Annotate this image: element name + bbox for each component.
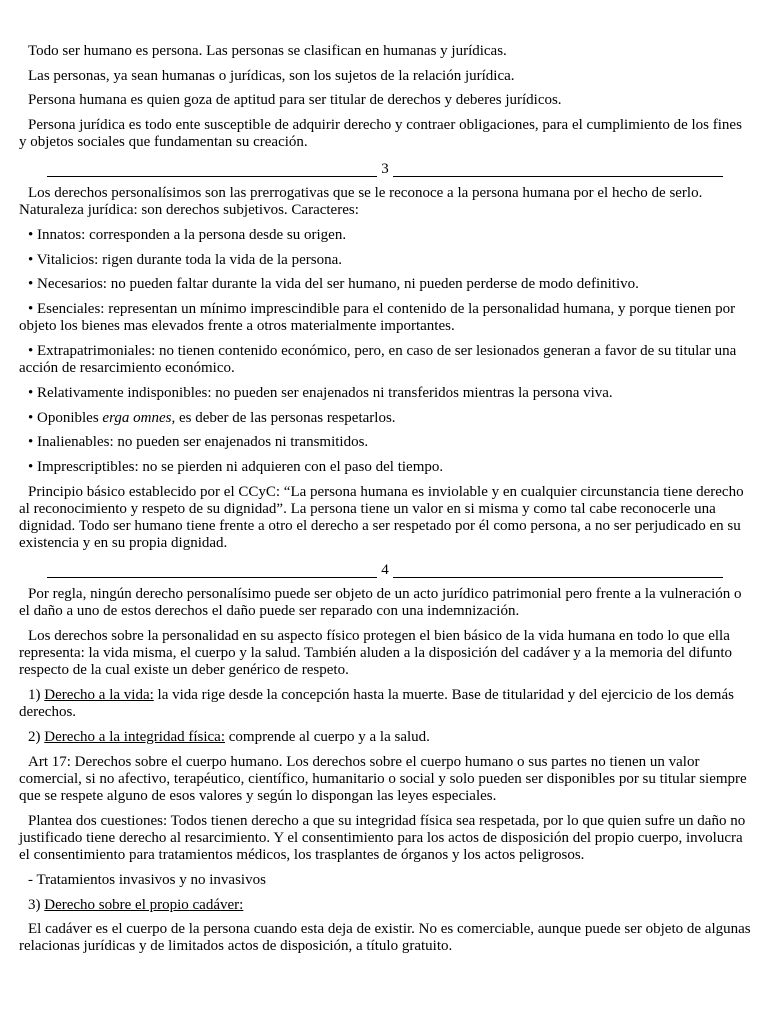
- list-item: • Innatos: corresponden a la persona desde su origen.: [28, 226, 347, 243]
- paragraph: Persona jurídica es todo ente susceptible de adquirir derecho y contraer obligaciones, para el cumplimiento de los fines y objetos sociales que fundamentan su creación.: [19, 117, 742, 151]
- page-separator: [19, 159, 751, 177]
- document-page: [19, 43, 751, 963]
- italic-term: erga omnes: [102, 409, 172, 426]
- item-text: comprende al cuerpo y a la salud.: [225, 728, 430, 745]
- list-item: [19, 410, 751, 427]
- paragraph: Por regla, ningún derecho personalísimo puede ser objeto de un acto jurídico patrimonial pero frente a la vulneración o el daño a uno de estos derechos el daño puede ser reparado con una indemnización.: [19, 585, 742, 620]
- paragraph: Plantea dos cuestiones: Todos tienen derecho a que su integridad física sea respetada, por lo que quien sufre un daño no justificado tiene derecho al resarcimiento. Y el consentimiento para los actos de disposición del propio cuerpo, involucra el consentimiento para tratamientos médicos, los trasplantes de órganos y los actos peligrosos.: [19, 812, 746, 864]
- list-item: • Extrapatrimoniales: no tienen contenido económico, pero, en caso de ser lesionados generan a favor de su titular una acción de resarcimiento económico.: [19, 342, 737, 377]
- paragraph: Los derechos sobre la personalidad en su aspecto físico protegen el bien básico de la vida humana en todo lo que ella representa: la vida misma, el cuerpo y la salud. También aluden a la disposición del cadáver y a la memoria del difunto respecto de la cual existe un deber genérico de respeto.: [19, 627, 733, 679]
- item-number: 1): [28, 686, 45, 703]
- page-number: 4: [381, 561, 389, 578]
- separator-rule: [393, 164, 723, 177]
- paragraph: Art 17: Derechos sobre el cuerpo humano. Los derechos sobre el cuerpo humano o sus partes no tienen un valor comercial, si no afectivo, terapéutico, científico, humanitario o social y solo pueden ser disponibles por su titular siempre que se respete alguno de esos valores y según lo dispongan las leyes especiales.: [19, 753, 747, 804]
- list-item: - Tratamientos invasivos y no invasivos: [28, 871, 266, 888]
- paragraph: Persona humana es quien goza de aptitud para ser titular de derechos y deberes jurídicos.: [28, 92, 562, 109]
- list-item: • Imprescriptibles: no se pierden ni adquieren con el paso del tiempo.: [28, 458, 444, 475]
- separator-rule: [47, 164, 377, 177]
- page-separator: [19, 560, 751, 578]
- paragraph: Las personas, ya sean humanas o jurídicas, son los sujetos de la relación jurídica.: [28, 67, 515, 84]
- numbered-item: [19, 897, 751, 914]
- list-item: • Esenciales: representan un mínimo imprescindible para el contenido de la personalidad humana, y porque tienen por objeto los bienes mas elevados frente a otros materialmente importantes.: [19, 301, 736, 335]
- paragraph: Los derechos personalísimos son las prerrogativas que se le reconoce a la persona humana por el hecho de serlo. Naturaleza jurídica: son derechos subjetivos. Caracteres:: [19, 185, 703, 219]
- list-item-text: • Oponibles: [28, 409, 103, 426]
- paragraph: Principio básico establecido por el CCyC: “La persona humana es inviolable y en cualquier circunstancia tiene derecho al reconocimiento y respeto de su dignidad”. La persona tiene un valor en si misma y como tal cabe reconocerle una dignidad. Todo ser humano tiene frente a otro el derecho a ser respetado por él como persona, a no ser perjudicado en su existencia y en su propia dignidad.: [19, 483, 744, 552]
- page-number: 3: [381, 161, 389, 178]
- separator-rule: [47, 565, 377, 578]
- numbered-item: [19, 687, 751, 721]
- list-item: • Vitalicios: rigen durante toda la vida de la persona.: [28, 251, 342, 268]
- paragraph: Todo ser humano es persona. Las personas se clasifican en humanas y jurídicas.: [28, 43, 507, 59]
- list-item: • Relativamente indisponibles: no pueden ser enajenados ni transferidos mientras la persona viva.: [28, 384, 613, 401]
- list-item: • Inalienables: no pueden ser enajenados ni transmitidos.: [28, 434, 369, 451]
- item-number: 2): [28, 728, 45, 745]
- item-text: la vida rige desde la concepción hasta la muerte. Base de titularidad y del ejercicio de los demás derechos.: [19, 686, 734, 721]
- numbered-item: [19, 729, 751, 746]
- item-title: Derecho a la vida:: [44, 686, 154, 703]
- list-item-text: , es deber de las personas respetarlos.: [171, 409, 396, 426]
- paragraph: El cadáver es el cuerpo de la persona cuando esta deja de existir. No es comerciable, aunque puede ser objeto de algunas relacionas jurídicas y de limitados actos de disposición, a título gratuito.: [19, 921, 751, 955]
- separator-rule: [393, 565, 723, 578]
- item-title: Derecho sobre el propio cadáver:: [44, 896, 244, 913]
- item-title: Derecho a la integridad física:: [44, 728, 225, 745]
- item-number: 3): [28, 896, 45, 913]
- list-item: • Necesarios: no pueden faltar durante la vida del ser humano, ni pueden perderse de modo definitivo.: [28, 276, 639, 293]
